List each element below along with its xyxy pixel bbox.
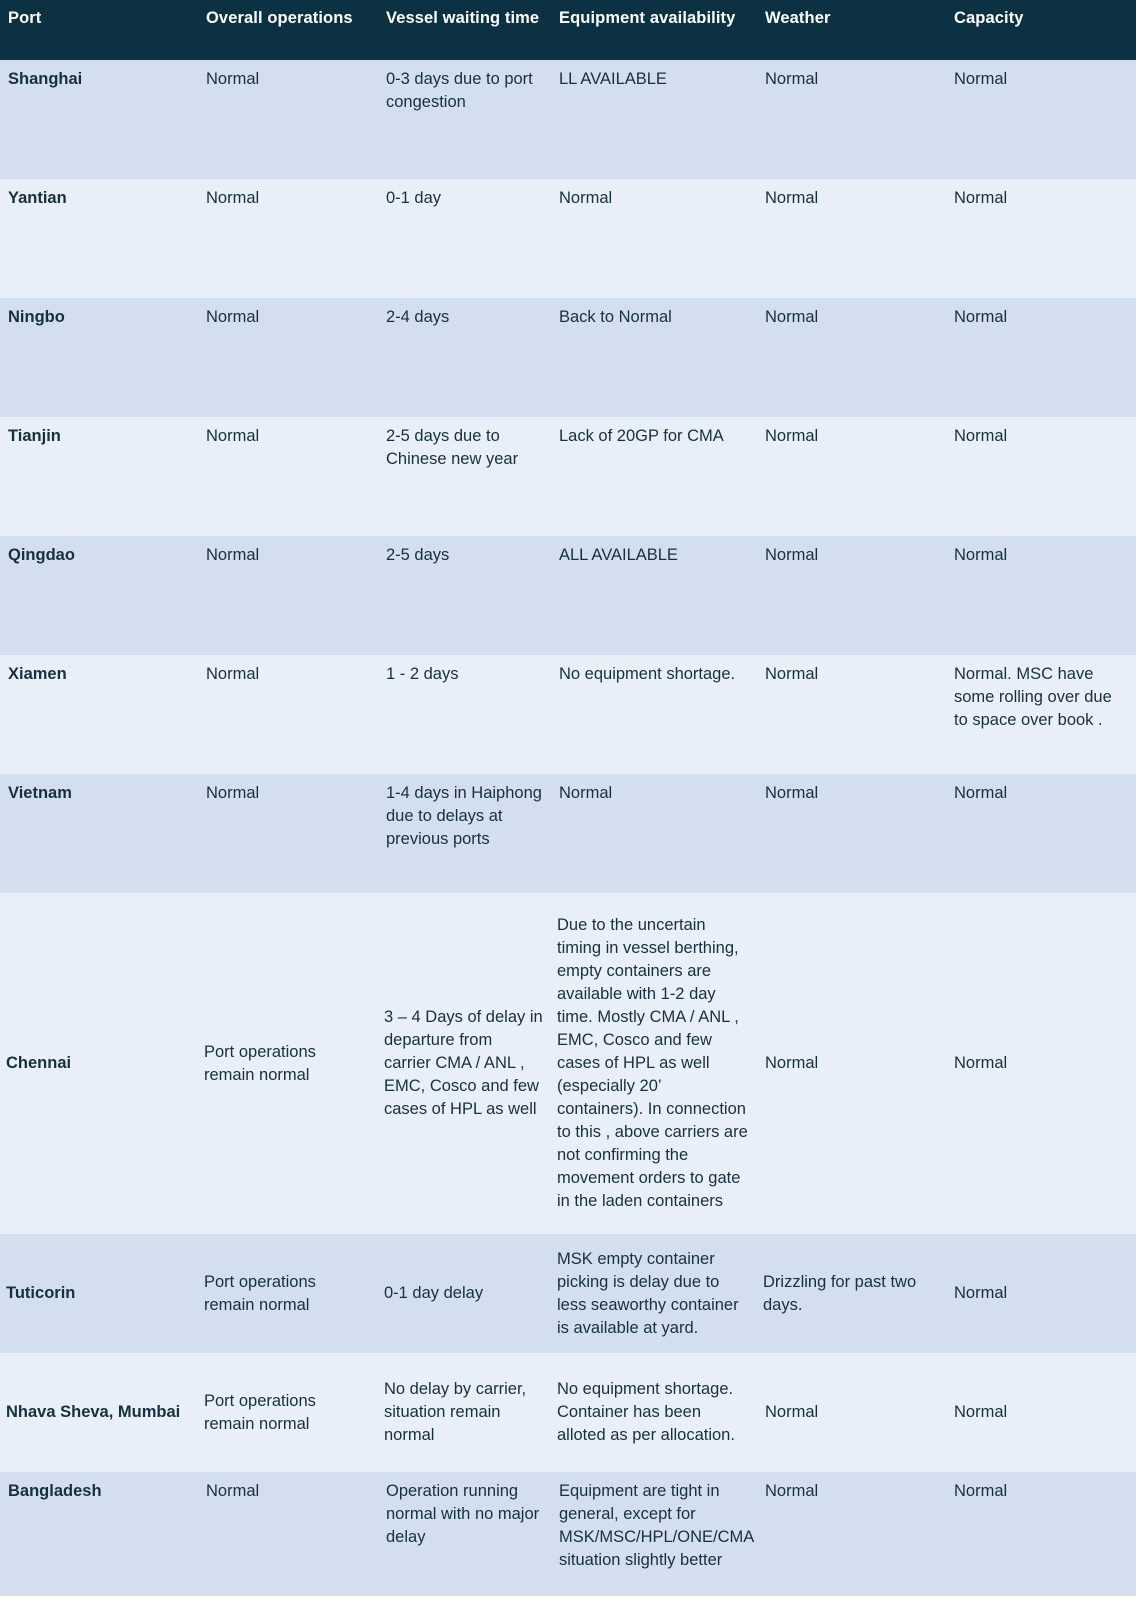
overall-cell: Normal — [198, 536, 378, 655]
table-row — [0, 893, 1136, 1234]
waiting-cell: 2-4 days — [378, 298, 551, 417]
port-cell: Chennai — [0, 893, 198, 1234]
table-row — [0, 417, 1136, 536]
equipment-cell: Equipment are tight in general, except for MSK/MSC/HPL/ONE/CMA situation slightly better — [551, 1472, 757, 1596]
weather-cell: Normal — [757, 1472, 946, 1596]
waiting-cell: 2-5 days — [378, 536, 551, 655]
table-row — [0, 1472, 1136, 1596]
capacity-cell: Normal — [946, 60, 1136, 179]
port-cell: Qingdao — [0, 536, 198, 655]
header-vessel-waiting-time: Vessel waiting time — [378, 0, 551, 60]
waiting-cell: 3 – 4 Days of delay in departure from carrier CMA / ANL , EMC, Cosco and few cases of HPL as well — [378, 893, 551, 1234]
weather-cell: Normal — [757, 536, 946, 655]
port-cell: Nhava Sheva, Mumbai — [0, 1353, 198, 1472]
capacity-cell: Normal — [946, 1472, 1136, 1596]
equipment-cell: Due to the uncertain timing in vessel berthing, empty containers are available with 1-2 day time. Mostly CMA / ANL , EMC, Cosco and few cases of HPL as well (especially 20’ containers). In connection to this , above carriers are not confirming the movement orders to gate in the laden containers — [551, 893, 757, 1234]
waiting-cell: 2-5 days due to Chinese new year — [378, 417, 551, 536]
weather-cell: Normal — [757, 774, 946, 893]
capacity-cell: Normal — [946, 893, 1136, 1234]
capacity-cell: Normal — [946, 1353, 1136, 1472]
table-row — [0, 536, 1136, 655]
overall-cell: Normal — [198, 655, 378, 774]
header-equipment-availability: Equipment availability — [551, 0, 757, 60]
capacity-cell: Normal — [946, 1234, 1136, 1353]
port-cell: Tuticorin — [0, 1234, 198, 1353]
overall-cell: Normal — [198, 60, 378, 179]
weather-cell: Normal — [757, 417, 946, 536]
table-row — [0, 298, 1136, 417]
table-row — [0, 1353, 1136, 1472]
overall-cell: Normal — [198, 179, 378, 298]
table-row — [0, 655, 1136, 774]
overall-cell: Normal — [198, 417, 378, 536]
weather-cell: Normal — [757, 179, 946, 298]
weather-cell: Normal — [757, 655, 946, 774]
waiting-cell: 1-4 days in Haiphong due to delays at previous ports — [378, 774, 551, 893]
port-cell: Shanghai — [0, 60, 198, 179]
table-header — [0, 0, 1136, 60]
table-row — [0, 774, 1136, 893]
port-cell: Bangladesh — [0, 1472, 198, 1596]
weather-cell: Normal — [757, 298, 946, 417]
equipment-cell: No equipment shortage. Container has been alloted as per allocation. — [551, 1353, 757, 1472]
waiting-cell: 0-1 day — [378, 179, 551, 298]
weather-cell: Normal — [757, 60, 946, 179]
header-capacity: Capacity — [946, 0, 1136, 60]
waiting-cell: 0-1 day delay — [378, 1234, 551, 1353]
table-body — [0, 60, 1136, 1596]
equipment-cell: Lack of 20GP for CMA — [551, 417, 757, 536]
equipment-cell: ALL AVAILABLE — [551, 536, 757, 655]
overall-cell: Port operations remain normal — [198, 893, 378, 1234]
equipment-cell: No equipment shortage. — [551, 655, 757, 774]
header-weather: Weather — [757, 0, 946, 60]
port-cell: Ningbo — [0, 298, 198, 417]
weather-cell: Drizzling for past two days. — [757, 1234, 946, 1353]
port-cell: Tianjin — [0, 417, 198, 536]
table-row — [0, 60, 1136, 179]
port-cell: Xiamen — [0, 655, 198, 774]
waiting-cell: 0-3 days due to port congestion — [378, 60, 551, 179]
overall-cell: Port operations remain normal — [198, 1234, 378, 1353]
waiting-cell: No delay by carrier, situation remain normal — [378, 1353, 551, 1472]
port-cell: Yantian — [0, 179, 198, 298]
capacity-cell: Normal — [946, 417, 1136, 536]
capacity-cell: Normal — [946, 298, 1136, 417]
table-row — [0, 1234, 1136, 1353]
equipment-cell: Back to Normal — [551, 298, 757, 417]
capacity-cell: Normal — [946, 179, 1136, 298]
waiting-cell: 1 - 2 days — [378, 655, 551, 774]
equipment-cell: Normal — [551, 774, 757, 893]
overall-cell: Normal — [198, 1472, 378, 1596]
header-row — [0, 0, 1136, 60]
capacity-cell: Normal — [946, 536, 1136, 655]
capacity-cell: Normal — [946, 774, 1136, 893]
equipment-cell: MSK empty container picking is delay due to less seaworthy container is available at yard. — [551, 1234, 757, 1353]
table-row — [0, 179, 1136, 298]
capacity-cell: Normal. MSC have some rolling over due to space over book . — [946, 655, 1136, 774]
equipment-cell: LL AVAILABLE — [551, 60, 757, 179]
overall-cell: Port operations remain normal — [198, 1353, 378, 1472]
equipment-cell: Normal — [551, 179, 757, 298]
weather-cell: Normal — [757, 893, 946, 1234]
port-cell: Vietnam — [0, 774, 198, 893]
overall-cell: Normal — [198, 298, 378, 417]
weather-cell: Normal — [757, 1353, 946, 1472]
header-overall-operations: Overall operations — [198, 0, 378, 60]
overall-cell: Normal — [198, 774, 378, 893]
waiting-cell: Operation running normal with no major delay — [378, 1472, 551, 1596]
header-port: Port — [0, 0, 198, 60]
